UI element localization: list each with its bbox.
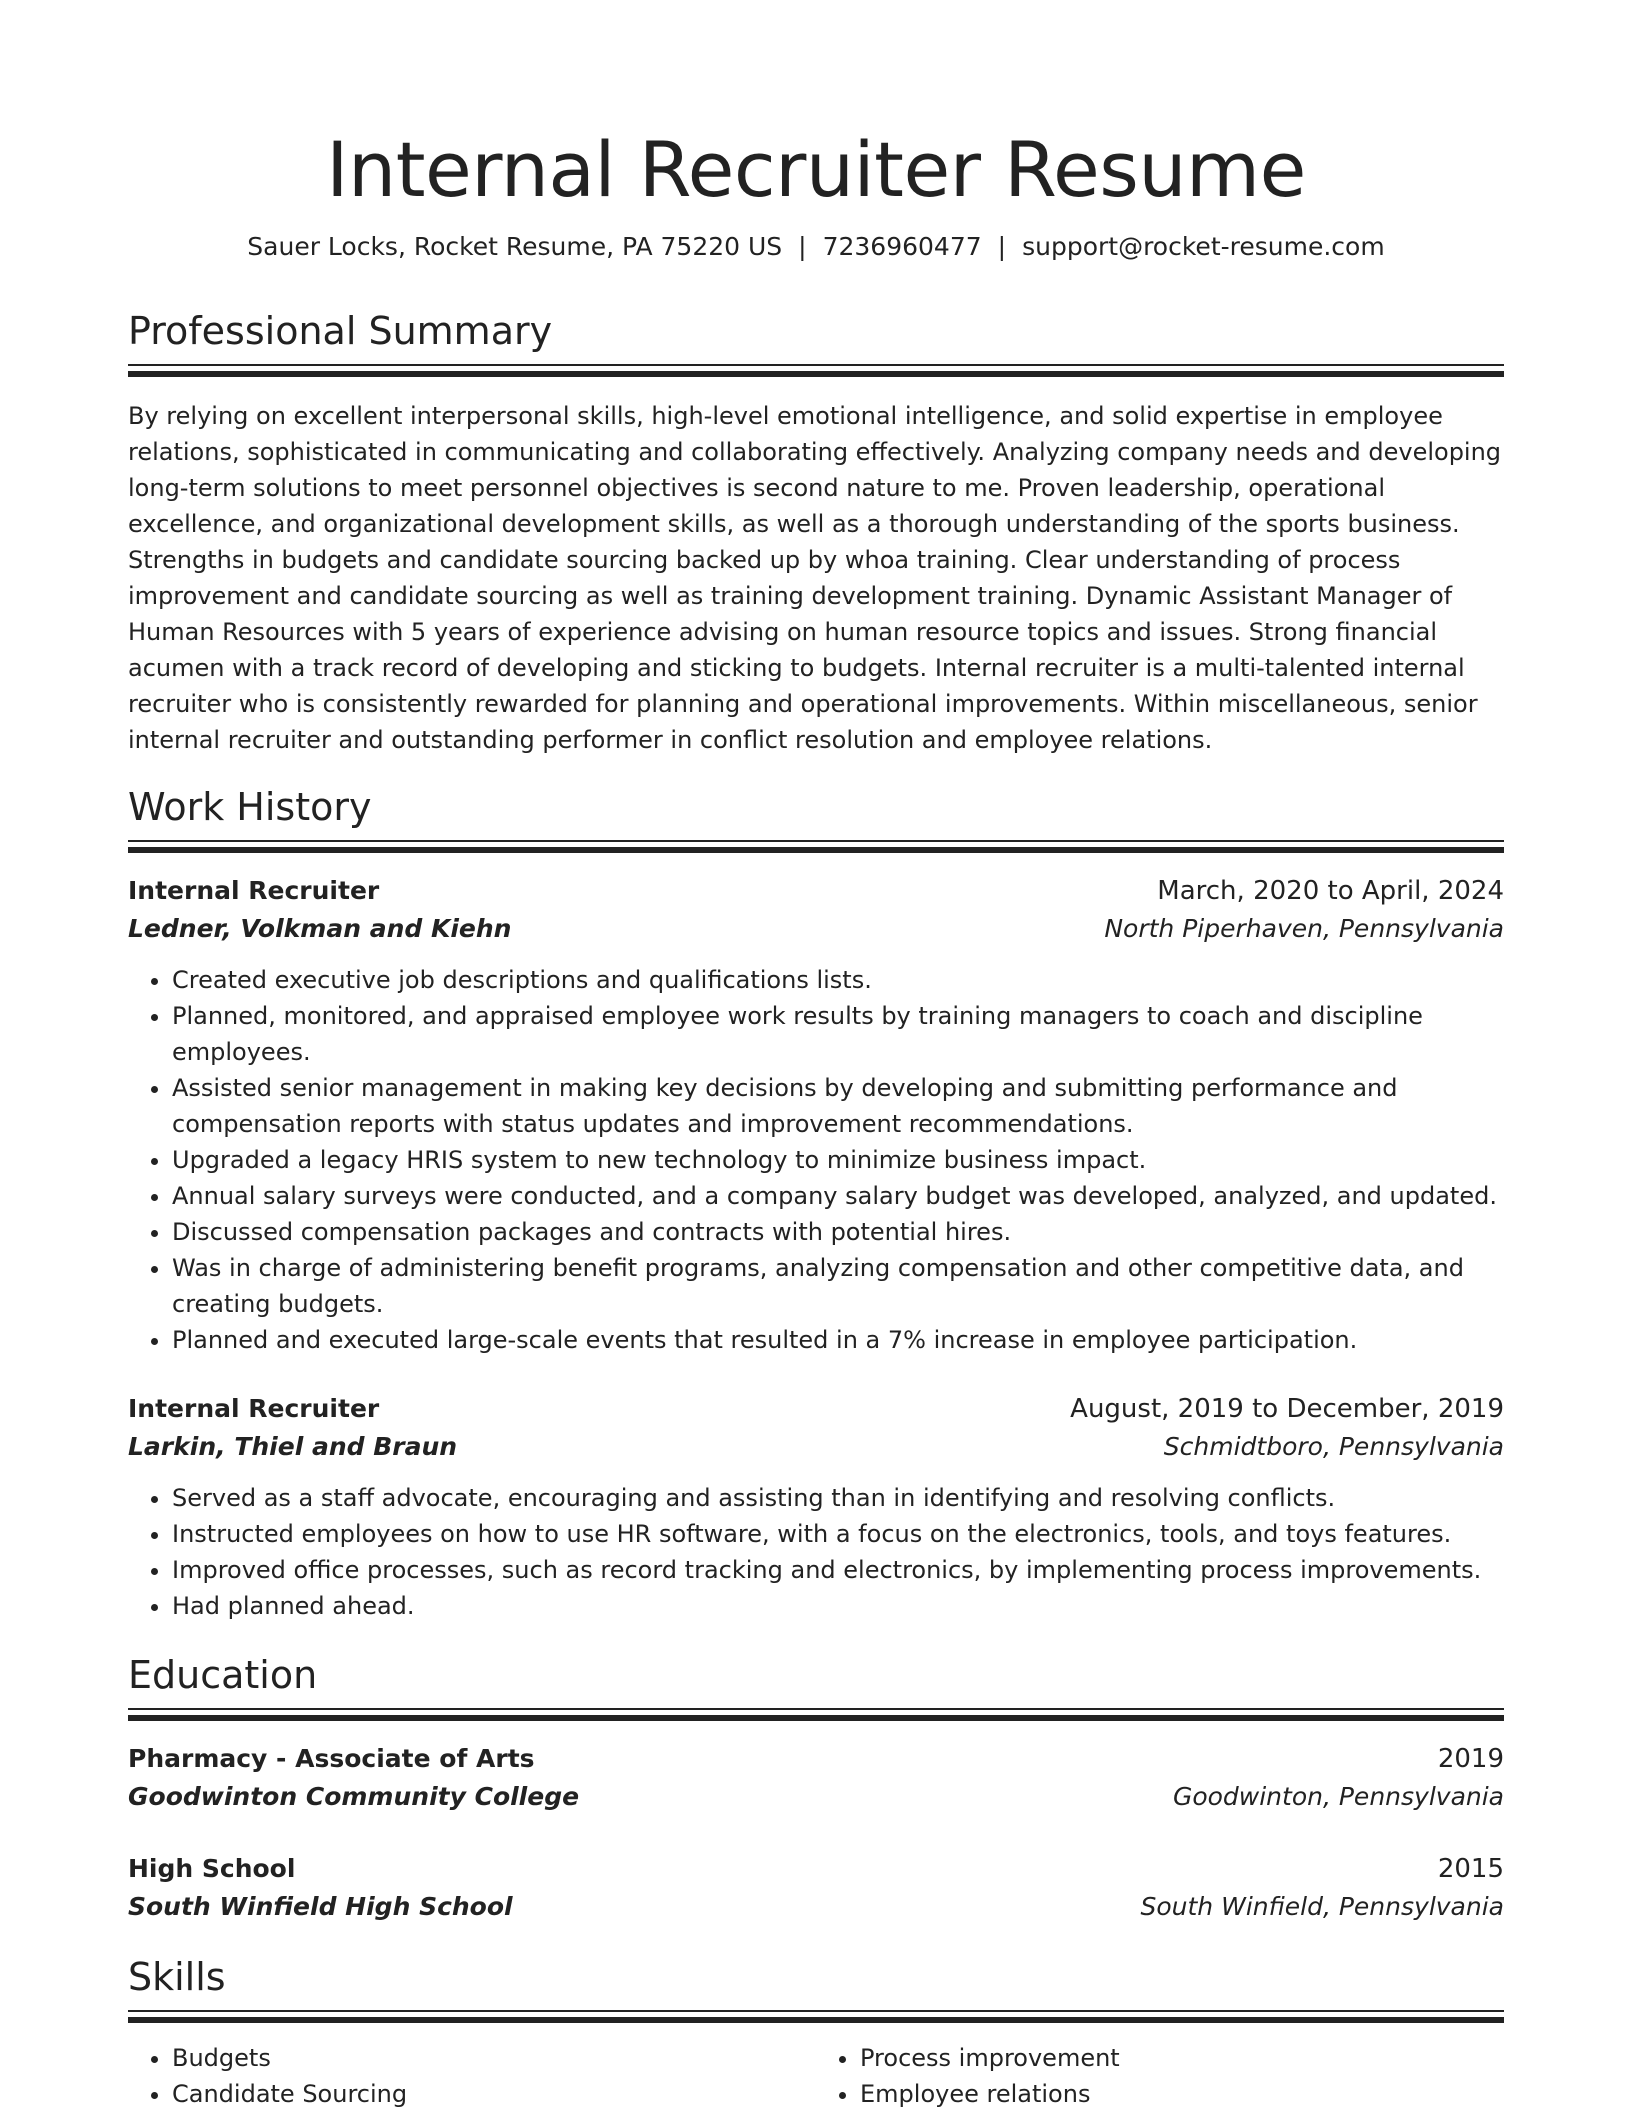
job-title: Internal Recruiter (128, 1394, 380, 1423)
summary-text: By relying on excellent interpersonal skills, high-level emotional intelligence, and solid expertise in employee relations, sophisticated in communicating and collaborating effectively. Analyzing company needs and developing long-term solutions to meet personnel objectives is second nature to me. Proven leadership, operational excellence, and organizational development skills, as well as a thorough understanding of the sports business. Strengths in budgets and candidate sourcing backed up by whoa training. Clear understanding of process improvement and candidate sourcing as well as training development training. Dynamic Assistant Manager of Human Resources with 5 years of experience advising on human resource topics and issues. Strong financial acumen with a track record of developing and sticking to budgets. Internal recruiter is a multi-talented internal recruiter who is consistently rewarded for planning and operational improvements. Within miscellaneous, senior internal recruiter and outstanding performer in conflict resolution and employee relations. (128, 402, 1502, 754)
job-company: Ledner, Volkman and Kiehn (128, 914, 512, 943)
skill-item: • Candidate Sourcing (172, 2076, 816, 2112)
skills-section (128, 1952, 1504, 2112)
job-bullet: • Instructed employees on how to use HR software, with a focus on the electronics, tools, and toys features. (172, 1516, 1504, 1552)
education-year: 2015 (1437, 1854, 1504, 1884)
skill-item: • Process improvement (860, 2040, 1504, 2076)
education-location: Goodwinton, Pennsylvania (1172, 1782, 1504, 1811)
job-company: Larkin, Thiel and Braun (128, 1432, 458, 1461)
job-bullet: • Planned, monitored, and appraised employee work results by training managers to coach and discipline employees. (172, 998, 1504, 1070)
job-bullet: • Annual salary surveys were conducted, and a company salary budget was developed, analyzed, and updated. (172, 1178, 1504, 1214)
education-section (128, 1650, 1504, 1926)
job-entry (128, 872, 1504, 1358)
job-bullet: • Created executive job descriptions and qualifications lists. (172, 962, 1504, 998)
education-location: South Winfield, Pennsylvania (1140, 1892, 1504, 1921)
skills-column-left (128, 2040, 816, 2112)
job-title: Internal Recruiter (128, 876, 380, 905)
contact-phone: 7236960477 (822, 232, 982, 261)
education-degree: Pharmacy - Associate of Arts (128, 1744, 535, 1773)
education-school: Goodwinton Community College (128, 1782, 580, 1811)
education-school: South Winfield High School (128, 1892, 513, 1921)
contact-separator: | (798, 232, 807, 261)
education-entry (128, 1850, 1504, 1926)
job-bullet: • Discussed compensation packages and contracts with potential hires. (172, 1214, 1504, 1250)
section-divider (128, 364, 1504, 378)
job-bullet: • Improved office processes, such as record tracking and electronics, by implementing process improvements. (172, 1552, 1504, 1588)
skills-column-right (816, 2040, 1504, 2112)
contact-separator: | (997, 232, 1007, 261)
work-history-section (128, 782, 1504, 1624)
education-degree: High School (128, 1854, 296, 1883)
contact-address: Sauer Locks, Rocket Resume, PA 75220 US (247, 232, 783, 261)
summary-section (128, 306, 1504, 758)
job-bullet: • Was in charge of administering benefit programs, analyzing compensation and other competitive data, and creating budgets. (172, 1250, 1504, 1322)
job-entry (128, 1390, 1504, 1624)
job-dates: August, 2019 to December, 2019 (1070, 1394, 1504, 1424)
education-entry (128, 1740, 1504, 1816)
job-location: North Piperhaven, Pennsylvania (1104, 914, 1504, 943)
job-bullet: • Planned and executed large-scale events that resulted in a 7% increase in employee participation. (172, 1322, 1504, 1358)
section-divider (128, 1708, 1504, 1722)
section-heading-education: Education (128, 1653, 318, 1697)
job-bullets (128, 962, 1504, 1358)
resume-title: Internal Recruiter Resume (326, 125, 1306, 214)
section-heading-skills: Skills (128, 1955, 226, 1999)
resume-page (128, 0, 1504, 2112)
section-divider (128, 840, 1504, 854)
job-location: Schmidtboro, Pennsylvania (1163, 1432, 1504, 1461)
job-bullets (128, 1480, 1504, 1624)
contact-line (128, 230, 1504, 264)
job-bullet: • Had planned ahead. (172, 1588, 1504, 1624)
skill-item: • Budgets (172, 2040, 816, 2076)
job-bullet: • Served as a staff advocate, encouraging and assisting than in identifying and resolving conflicts. (172, 1480, 1504, 1516)
section-divider (128, 2010, 1504, 2024)
job-dates: March, 2020 to April, 2024 (1157, 876, 1504, 906)
section-heading-work: Work History (128, 785, 372, 829)
skills-list (128, 2040, 1504, 2112)
job-bullet: • Upgraded a legacy HRIS system to new technology to minimize business impact. (172, 1142, 1504, 1178)
education-year: 2019 (1437, 1744, 1504, 1774)
job-bullet: • Assisted senior management in making key decisions by developing and submitting performance and compensation reports with status updates and improvement recommendations. (172, 1070, 1504, 1142)
contact-email: support@rocket-resume.com (1022, 232, 1385, 261)
section-heading-summary: Professional Summary (128, 309, 553, 353)
skill-item: • Employee relations (860, 2076, 1504, 2112)
